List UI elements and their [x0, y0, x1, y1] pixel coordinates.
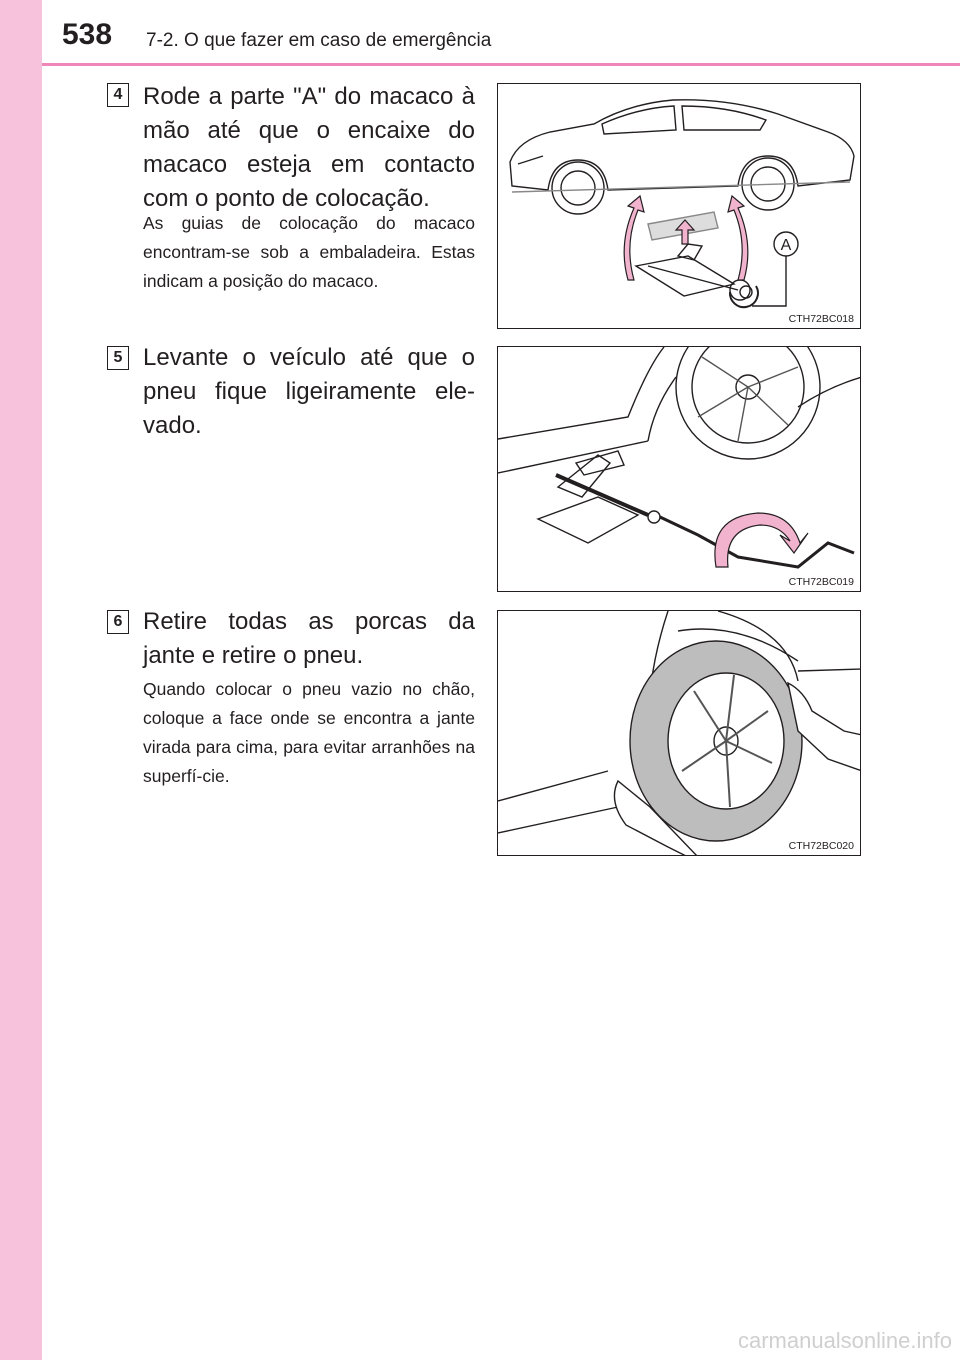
figure-remove-tire [497, 610, 861, 856]
figure-raise-vehicle [497, 346, 861, 592]
section-title: 7-2. O que fazer em caso de emergência [146, 30, 492, 51]
page-number: 538 [62, 18, 113, 51]
step-4-text: Rode a parte "A" do macaco à mão até que o encaixe do macaco esteja em contacto com o ponto de colocação. [143, 83, 475, 212]
step-4-badge: 4 [107, 83, 129, 107]
footer-watermark: carmanualsonline.info [737, 1328, 952, 1353]
figure-code: CTH72BC018 [788, 313, 854, 325]
figure-code: CTH72BC019 [788, 576, 854, 588]
step-5-text: Levante o veículo até que o pneu fique ligeiramente ele-vado. [143, 344, 475, 439]
page-header [42, 0, 960, 66]
step-6-text: Retire todas as porcas da jante e retire o pneu. [143, 608, 475, 669]
figure-label-A: A [780, 237, 792, 254]
figure-code: CTH72BC020 [788, 840, 854, 852]
step-6-badge: 6 [107, 610, 129, 634]
header-rule [42, 63, 960, 66]
car-jack-illustration [498, 84, 861, 329]
raise-vehicle-illustration [498, 347, 861, 592]
step-5-badge: 5 [107, 346, 129, 370]
step-6-note: Quando colocar o pneu vazio no chão, coloque a face onde se encontra a jante virada para cima, para evitar arranhões na superfí-cie. [143, 679, 475, 786]
chapter-side-band [0, 0, 42, 1360]
remove-tire-illustration [498, 611, 861, 856]
figure-jack-under-car [497, 83, 861, 329]
step-4-note: As guias de colocação do macaco encontram-se sob a embaladeira. Estas indicam a posição do macaco. [143, 213, 475, 291]
